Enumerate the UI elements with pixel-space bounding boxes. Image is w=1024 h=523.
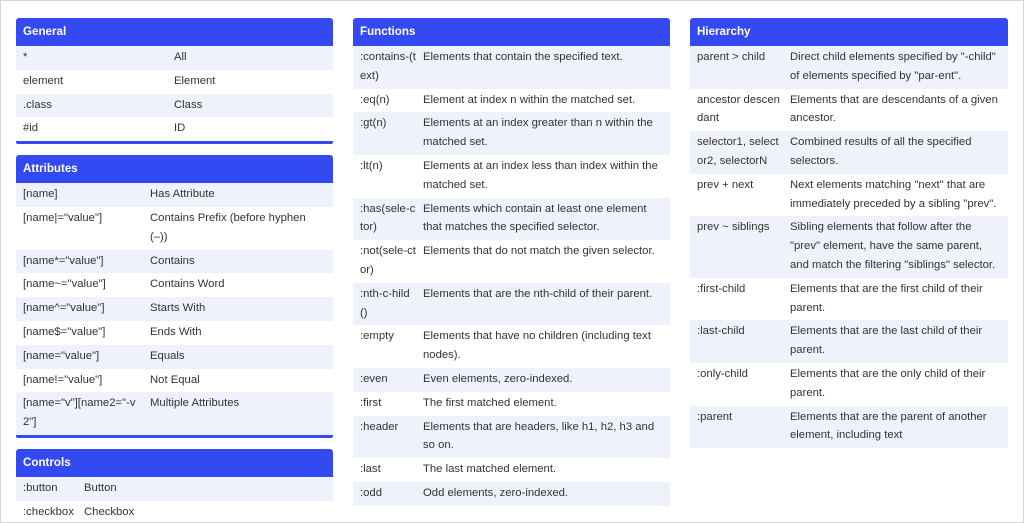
attributes-card-body: [16, 183, 333, 438]
description-cell: Elements that are the nth-child of their parent.: [423, 287, 653, 300]
selector-cell: :empty: [360, 330, 394, 343]
selector-cell: :last: [360, 463, 381, 476]
table-row: [690, 131, 1008, 174]
description-cell: Elements that have no children (including text nodes).: [423, 330, 651, 362]
description-cell: Elements at an index greater than n within the matched set.: [423, 117, 653, 149]
description-cell: Elements that are the only child of their parent.: [790, 367, 986, 399]
table-row: [16, 207, 333, 250]
hierarchy-card: [690, 18, 1008, 448]
general-card: [16, 18, 333, 144]
column-right: [690, 18, 1008, 459]
controls-card-body: [16, 477, 333, 523]
table-row: [353, 325, 670, 368]
table-row: [16, 321, 333, 345]
description-cell: Has Attribute: [150, 188, 215, 201]
table-row: [353, 46, 670, 89]
attributes-card: [16, 155, 333, 438]
table-row: [353, 112, 670, 155]
selector-cell: prev ~ siblings: [697, 221, 770, 234]
selector-cell: :button: [23, 481, 58, 494]
description-cell: Even elements, zero-indexed.: [423, 372, 573, 385]
table-row: [16, 297, 333, 321]
description-cell: Contains Word: [150, 278, 225, 291]
description-cell: All: [174, 51, 187, 63]
selector-cell: [name$="value"]: [23, 325, 106, 338]
selector-cell: :even: [360, 372, 388, 385]
description-cell: Odd elements, zero-indexed.: [423, 486, 569, 499]
description-cell: Elements that are the first child of their parent.: [790, 282, 983, 314]
selector-cell: [name="v"][name2="-v2"]: [23, 397, 136, 429]
selector-cell: [name^="value"]: [23, 302, 105, 315]
description-cell: Starts With: [150, 302, 206, 315]
selector-cell: :gt(n): [360, 117, 387, 130]
table-row: [16, 70, 333, 94]
description-cell: Element: [174, 74, 216, 87]
functions-card-header: Functions: [353, 18, 670, 46]
table-row: [16, 477, 333, 501]
attributes-card-header: Attributes: [16, 155, 333, 183]
selector-cell: selector1, selector2, selectorN: [697, 136, 779, 167]
selector-cell: :first-child: [697, 282, 746, 295]
table-row: [353, 482, 670, 506]
selector-cell: prev + next: [697, 178, 754, 191]
table-row: [690, 89, 1008, 132]
table-row: [353, 458, 670, 482]
selector-cell: :last-child: [697, 325, 745, 338]
selector-cell: :has(sele-ctor): [360, 202, 416, 234]
selector-cell: :contains-(text): [360, 51, 416, 82]
table-row: [16, 273, 333, 297]
table-row: [690, 363, 1008, 406]
table-row: [16, 369, 333, 393]
controls-card-header: Controls: [16, 449, 333, 477]
description-cell: Ends With: [150, 325, 202, 338]
description-cell: Combined results of all the specified selectors.: [790, 136, 972, 167]
selector-cell: :first: [360, 396, 382, 409]
description-cell: The last matched element.: [423, 463, 557, 476]
table-row: [690, 216, 1008, 277]
description-cell: Elements that are descendants of a given ancestor.: [790, 93, 998, 125]
description-cell: Sibling elements that follow after the "prev" element, have the same parent, and match the filtering "siblings" selector.: [790, 221, 996, 271]
table-row: [353, 416, 670, 459]
description-cell: Equals: [150, 349, 185, 362]
description-cell: Element at index n within the matched set.: [423, 93, 636, 106]
description-cell: Elements at an index less than index within the matched set.: [423, 159, 658, 191]
column-left: [16, 18, 333, 523]
hierarchy-card-header: Hierarchy: [690, 18, 1008, 46]
table-row: [690, 278, 1008, 321]
selector-cell: :lt(n): [360, 159, 383, 172]
selector-cell: :only-child: [697, 367, 748, 380]
table-row: [353, 198, 670, 241]
selector-cell: [name|="value"]: [23, 211, 103, 224]
description-cell: Multiple Attributes: [150, 397, 240, 410]
selector-cell: [name!="value"]: [23, 373, 103, 386]
description-cell: Next elements matching "next" that are immediately preceded by a sibling "prev".: [790, 178, 997, 210]
selector-cell: :eq(n): [360, 93, 390, 106]
table-row: [690, 406, 1008, 449]
selector-cell: ancestor descendant: [697, 93, 780, 125]
table-row: [16, 345, 333, 369]
general-card-header: General: [16, 18, 333, 46]
table-row: [16, 392, 333, 435]
selector-cell: #id: [23, 122, 39, 135]
table-row: [690, 320, 1008, 363]
selector-cell: .class: [23, 98, 52, 111]
general-card-body: [16, 46, 333, 144]
selector-cell: :not(sele-ctor): [360, 245, 416, 276]
functions-card: [353, 18, 670, 506]
selector-cell: [name*="value"]: [23, 254, 104, 267]
selector-cell: :header: [360, 420, 399, 433]
table-row: [353, 155, 670, 198]
description-cell: The first matched element.: [423, 396, 557, 409]
selector-cell: parent > child: [697, 51, 766, 63]
description-cell: Contains Prefix (before hyphen (–)): [150, 211, 306, 243]
selector-cell: :nth-c-hild(): [360, 287, 410, 319]
controls-card: [16, 449, 333, 523]
column-middle: [353, 18, 670, 517]
selector-cell: [name~="value"]: [23, 278, 106, 291]
selector-cell: *: [23, 51, 28, 63]
selector-cell: :checkbox: [23, 505, 74, 518]
table-row: [690, 46, 1008, 89]
table-row: [16, 117, 333, 141]
table-row: [16, 250, 333, 274]
description-cell: Elements that are the last child of their parent.: [790, 325, 983, 357]
description-cell: Elements that are the parent of another element, including text: [790, 410, 987, 442]
description-cell: Not Equal: [150, 373, 200, 386]
selector-cell: :parent: [697, 410, 733, 423]
description-cell: Elements which contain at least one element that matches the specified selector.: [423, 202, 647, 234]
table-row: [16, 94, 333, 118]
table-row: [16, 183, 333, 207]
table-row: [353, 368, 670, 392]
description-cell: Elements that do not match the given selector.: [423, 245, 655, 258]
table-row: [353, 240, 670, 283]
description-cell: Elements that contain the specified text.: [423, 51, 623, 63]
table-row: [16, 46, 333, 70]
table-row: [353, 89, 670, 113]
description-cell: Checkbox: [84, 505, 135, 518]
table-row: [690, 174, 1008, 217]
functions-card-body: [353, 46, 670, 506]
hierarchy-card-body: [690, 46, 1008, 448]
selector-cell: [name]: [23, 188, 58, 201]
description-cell: Contains: [150, 254, 195, 267]
description-cell: Class: [174, 98, 203, 111]
selector-cell: element: [23, 74, 64, 87]
description-cell: Direct child elements specified by "-child" of elements specified by "par-ent".: [790, 51, 996, 82]
table-row: [353, 283, 670, 326]
description-cell: ID: [174, 122, 186, 135]
selector-cell: [name="value"]: [23, 349, 100, 362]
table-row: [16, 501, 333, 523]
selector-cell: :odd: [360, 486, 382, 499]
description-cell: Button: [84, 481, 117, 494]
description-cell: Elements that are headers, like h1, h2, h3 and so on.: [423, 420, 655, 452]
table-row: [353, 392, 670, 416]
